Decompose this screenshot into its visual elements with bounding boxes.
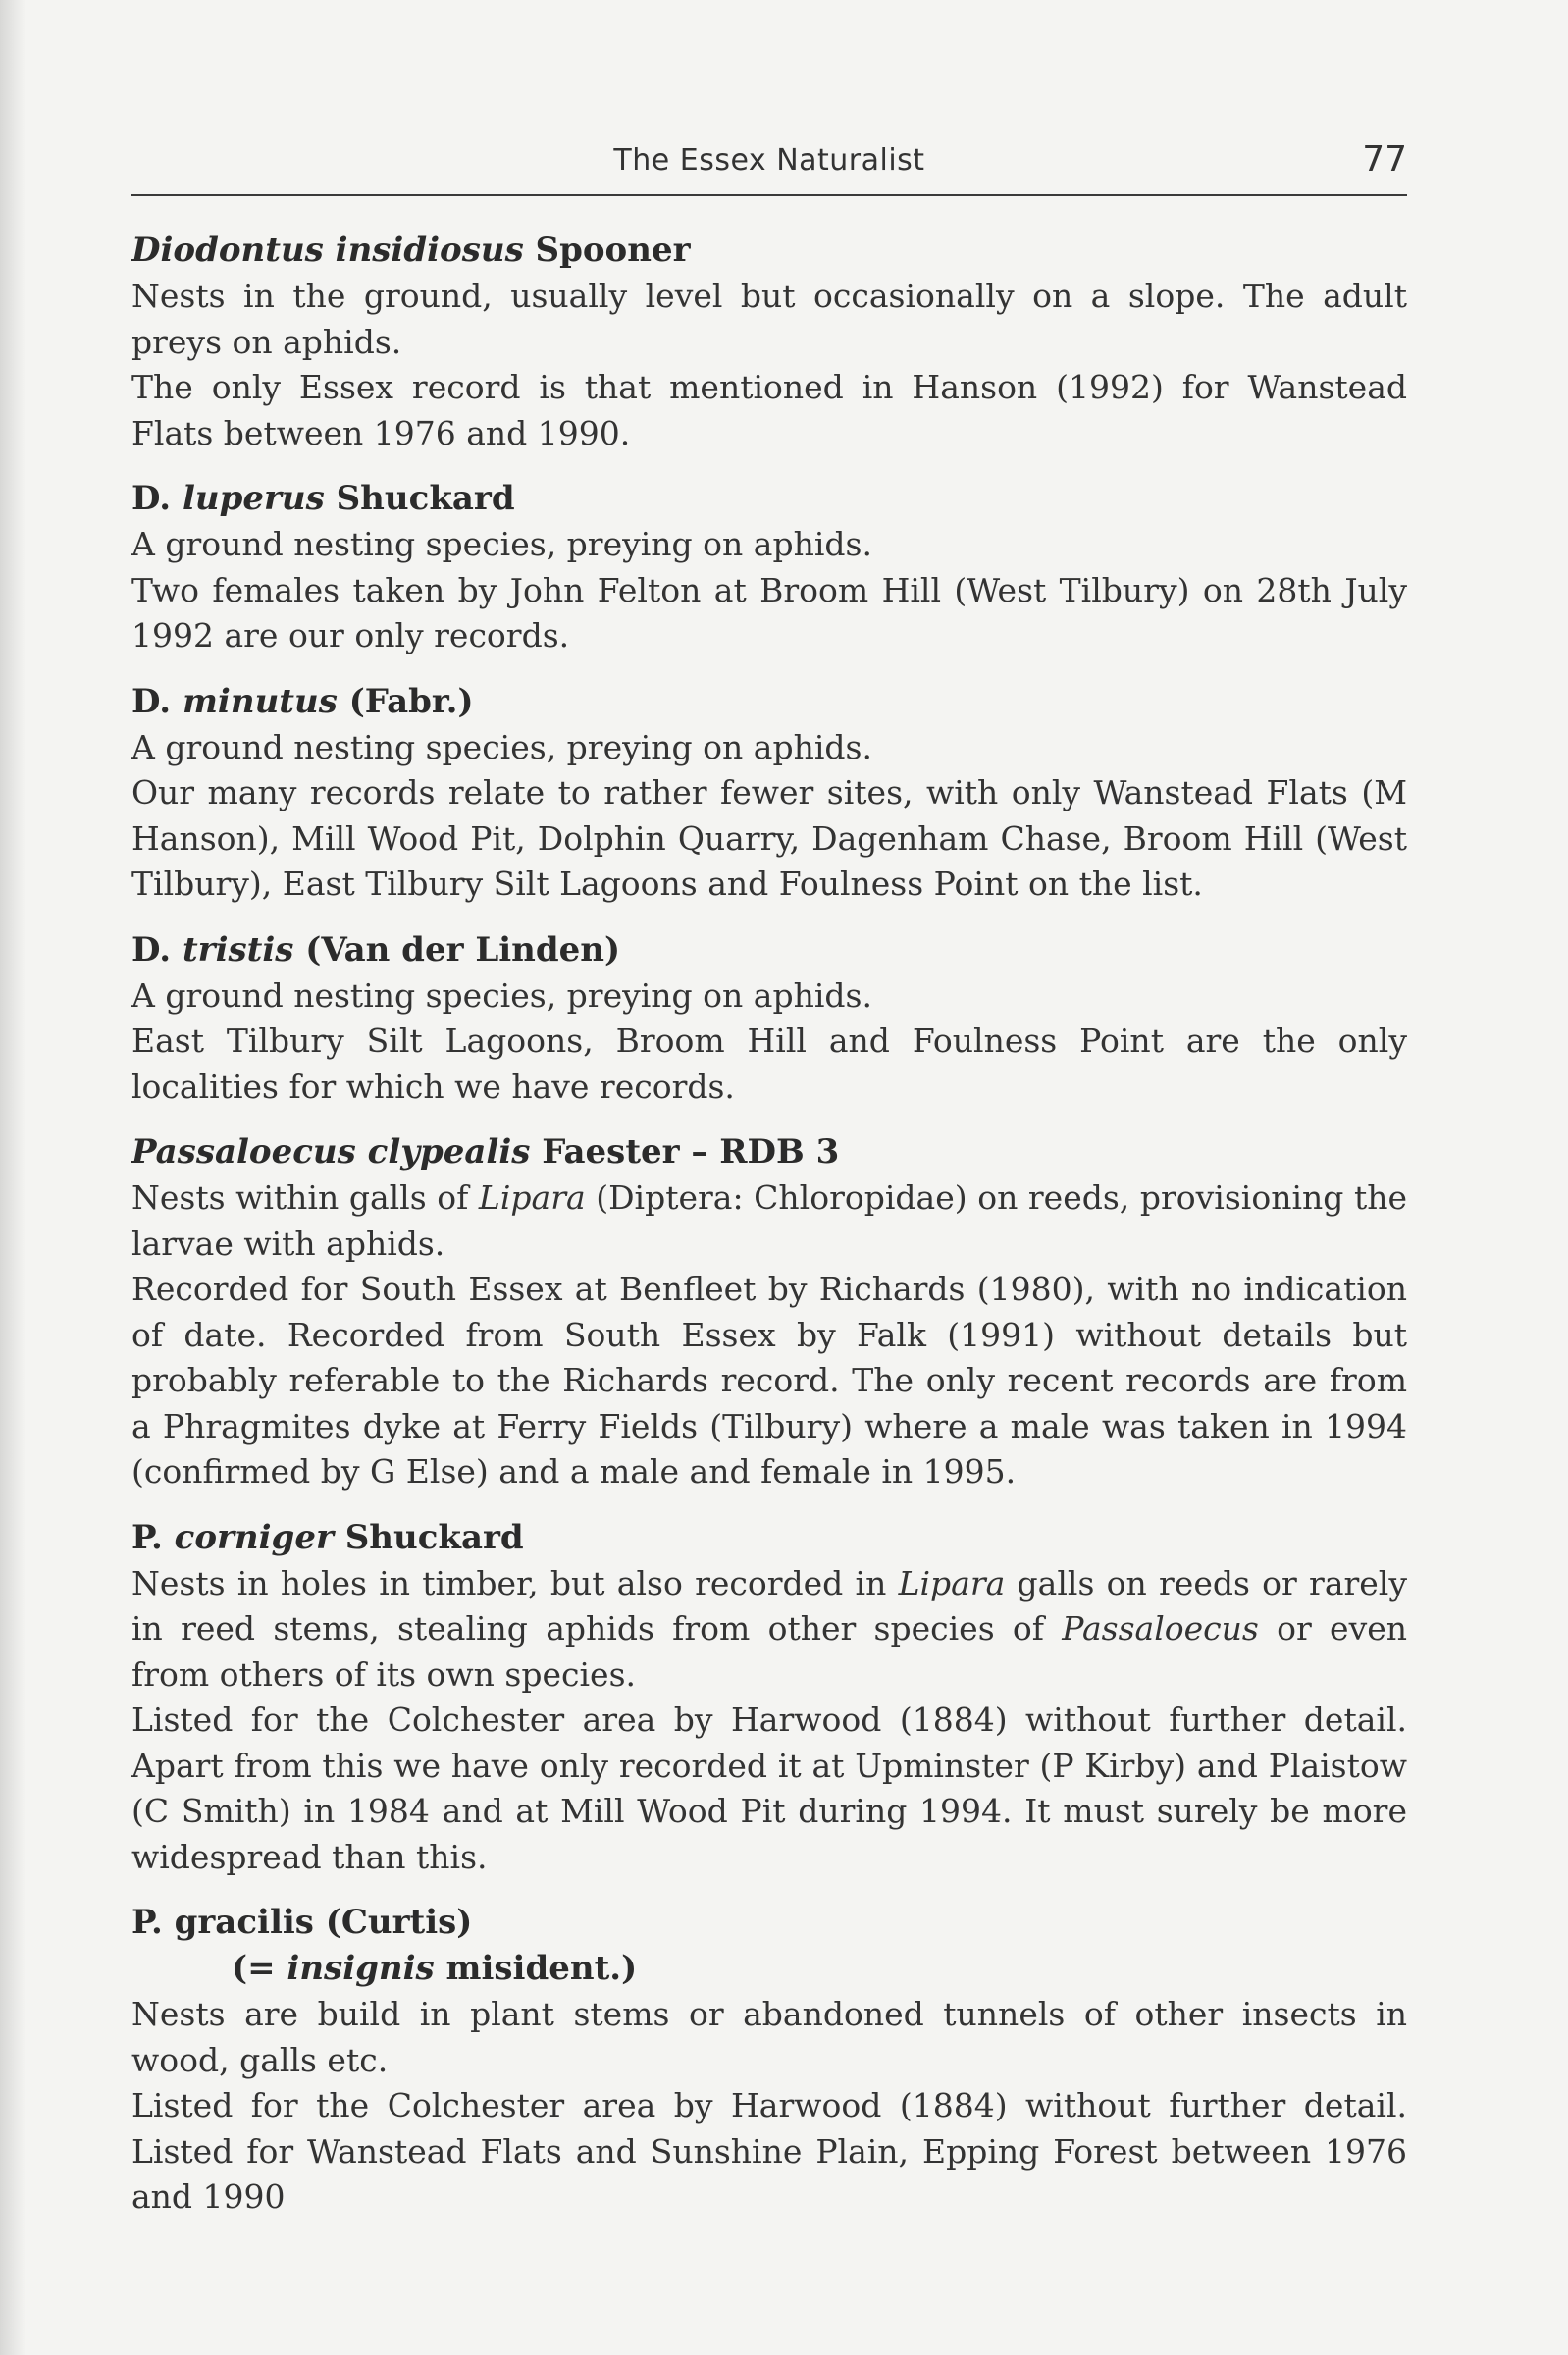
habit-paragraph: Nests are build in plant stems or abandoned tunnels of other insects in wood, galls etc. — [131, 1995, 1407, 2079]
species-entry-diodontus-minutus — [131, 679, 1407, 908]
records-paragraph: Listed for the Colchester area by Harwood (1884) without further detail. Listed for Wanstead Flats and Sunshine Plain, Epping Forest between 1976 and 1990 — [131, 2086, 1407, 2216]
species-heading — [131, 679, 1407, 725]
species-heading — [131, 1129, 1407, 1176]
habit-paragraph: Nests in the ground, usually level but occasionally on a slope. The adult preys on aphids. — [131, 277, 1407, 361]
synonym-name: insignis — [287, 1949, 435, 1988]
species-author: (Fabr.) — [337, 681, 474, 721]
genus-mention: Passaloecus — [1062, 1609, 1259, 1648]
genus-abbrev: D. — [131, 479, 183, 518]
genus-abbrev: P. — [131, 1517, 175, 1557]
species-name: Diodontus insidiosus — [131, 231, 524, 270]
text-span: (Diptera: Chloropidae) on reeds, provisioning the larvae with aphids. — [131, 1178, 1408, 1263]
records-paragraph: Our many records relate to rather fewer sites, with only Wanstead Flats (M Hanson), Mill Wood Pit, Dolphin Quarry, Dagenham Chase, Broom Hill (West Tilbury), East Tilbury Silt Lagoons and Foulness Point on the list. — [131, 773, 1407, 903]
habit-paragraph: A ground nesting species, preying on aphids. — [131, 525, 872, 563]
habit-paragraph — [131, 1176, 1407, 1267]
records-paragraph: Listed for the Colchester area by Harwood (1884) without further detail. Apart from this we have only recorded it at Upminster (P Kirby) and Plaistow (C Smith) in 1984 and at Mill Wood Pit during 1994. It must surely be more widespread than this. — [131, 1701, 1407, 1876]
habit-paragraph — [131, 1561, 1407, 1699]
species-name: minutus — [182, 681, 338, 721]
species-heading: P. gracilis (Curtis) — [131, 1903, 473, 1942]
page-body — [131, 228, 1407, 2240]
page-header — [131, 135, 1407, 196]
species-author: Shuckard — [324, 479, 515, 518]
records-paragraph: Two females taken by John Felton at Broom Hill (West Tilbury) on 28th July 1992 are our only records. — [131, 570, 1407, 654]
text-span: Nests in holes in timber, but also recorded in — [131, 1563, 899, 1602]
habit-paragraph: A ground nesting species, preying on aphids. — [131, 975, 872, 1015]
species-name: tristis — [182, 929, 294, 969]
synonym-suffix: misident.) — [434, 1949, 638, 1988]
species-heading — [131, 1515, 1407, 1561]
species-author: Shuckard — [333, 1517, 524, 1557]
habit-paragraph: A ground nesting species, preying on aphids. — [131, 727, 872, 766]
genus-mention: Lipara — [478, 1178, 586, 1217]
species-author: Spooner — [523, 231, 691, 270]
records-paragraph: East Tilbury Silt Lagoons, Broom Hill and Foulness Point are the only localities for which we have records. — [131, 1021, 1407, 1106]
species-entry-diodontus-tristis — [131, 927, 1407, 1111]
genus-mention: Lipara — [898, 1563, 1006, 1602]
species-entry-passaloecus-clypealis — [131, 1129, 1407, 1495]
page-number: 77 — [1362, 139, 1407, 180]
species-heading — [131, 476, 1407, 522]
genus-abbrev: D. — [131, 929, 183, 969]
text-span: or even from others of its own species. — [131, 1609, 1407, 1694]
species-heading — [131, 927, 1407, 973]
species-author: (Van der Linden) — [293, 929, 621, 969]
species-entry-diodontus-luperus — [131, 476, 1407, 659]
text-span: galls on reeds or rarely in reed stems, stealing aphids from other species of — [131, 1563, 1407, 1648]
records-paragraph: Recorded for South Essex at Benfleet by Richards (1980), with no indication of date. Recorded from South Essex by Falk (1991) without details but probably referable to the Richards record. The only recent records are from a Phragmites dyke at Ferry Fields (Tilbury) where a male was taken in 1994 (confirmed by G Else) and a male and female in 1995. — [131, 1270, 1407, 1491]
species-entry-diodontus-insidiosus — [131, 228, 1407, 456]
records-paragraph: The only Essex record is that mentioned in Hanson (1992) for Wanstead Flats between 1976 and 1990. — [131, 368, 1407, 452]
synonym-heading — [131, 1946, 1407, 1992]
species-name: corniger — [174, 1517, 334, 1557]
species-name: Passaloecus clypealis — [131, 1132, 531, 1172]
species-entry-passaloecus-corniger — [131, 1515, 1407, 1881]
synonym-prefix: (= — [232, 1949, 287, 1988]
species-name: luperus — [182, 479, 325, 518]
running-head: The Essex Naturalist — [613, 143, 925, 178]
page-edge-shadow — [0, 0, 26, 2355]
species-entry-passaloecus-gracilis — [131, 1900, 1407, 2221]
species-author: Faester – RDB 3 — [530, 1132, 840, 1172]
genus-abbrev: D. — [131, 681, 183, 721]
species-heading — [131, 228, 1407, 274]
text-span: Nests within galls of — [131, 1178, 479, 1217]
